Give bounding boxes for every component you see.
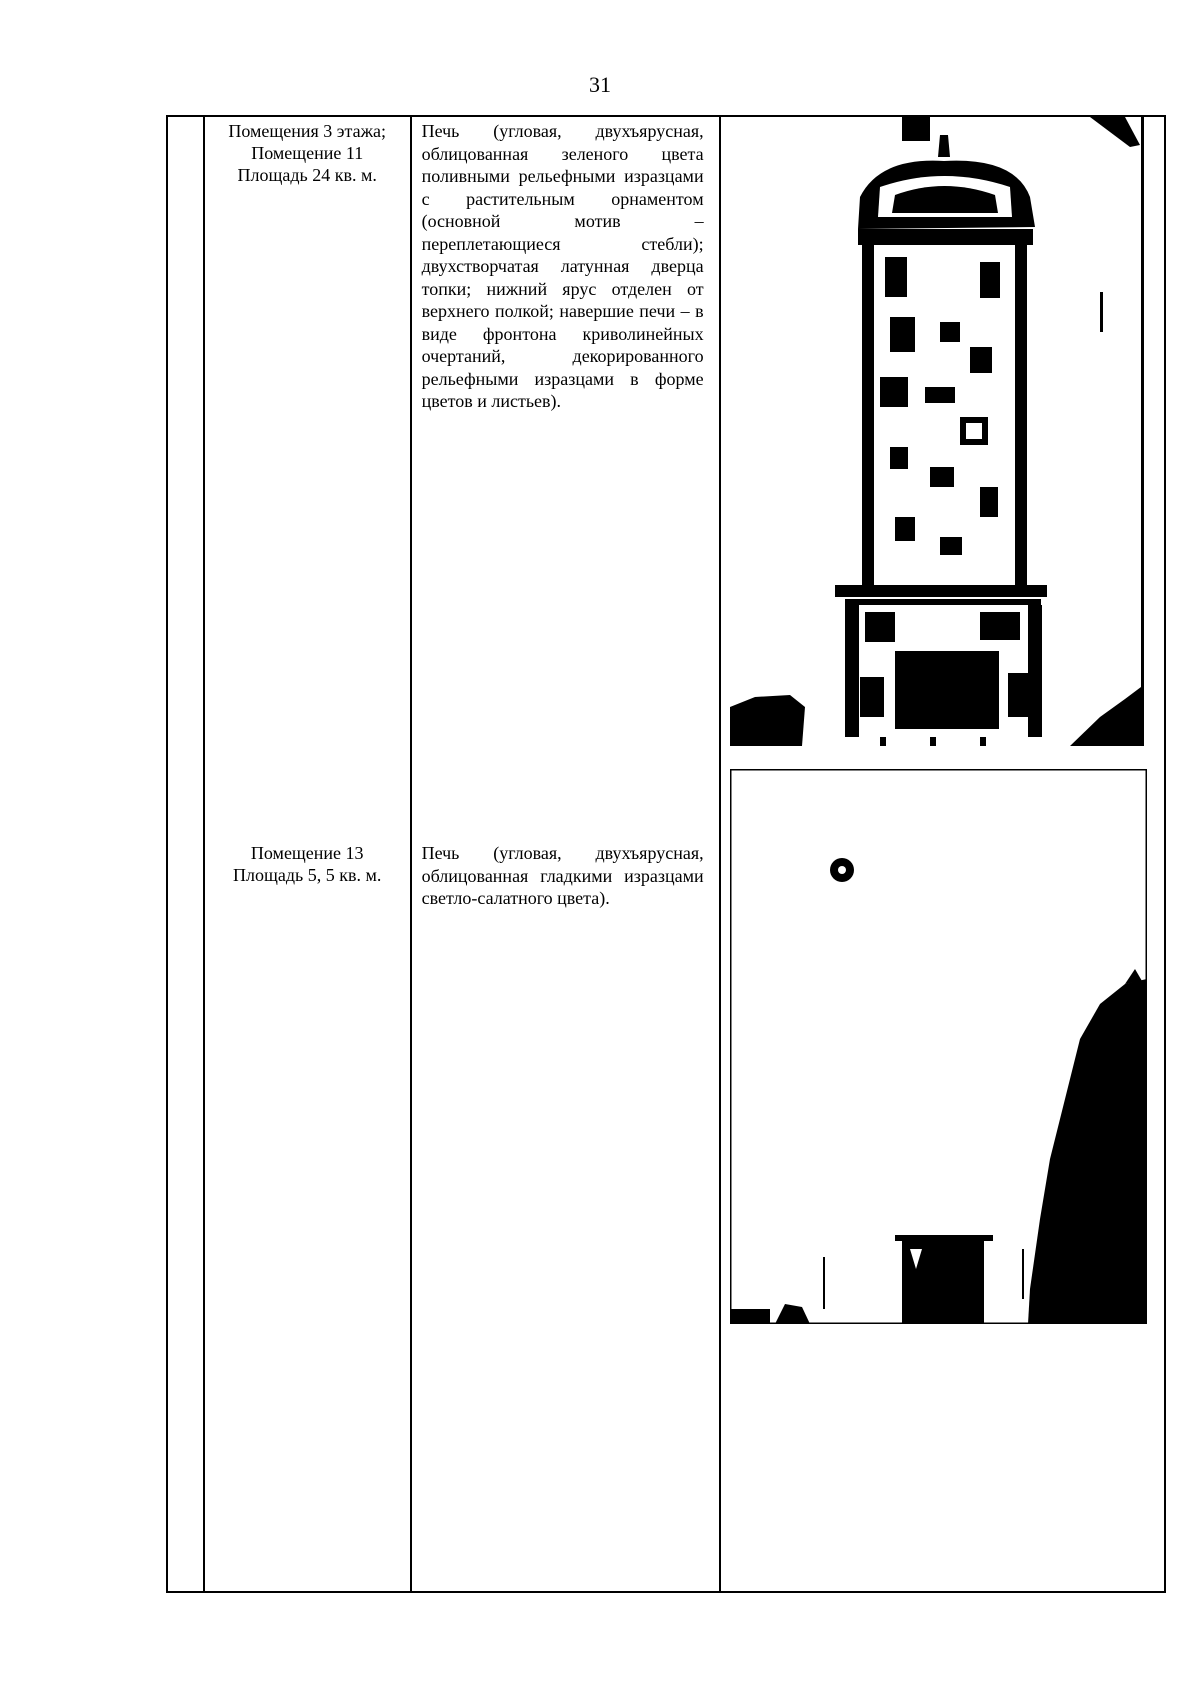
room-column xyxy=(204,116,411,1592)
room-label-2 xyxy=(205,842,410,886)
stove-description-1: Печь (угловая, двухъярусная, облицованная зеленого цвета поливными рельефными изразцами с растительным орнаментом (основной мотив – переплетающиеся стебли); двухстворчатая латунная дверца топки; нижний ярус отделен от верхнего полкой; навершие печи – в виде фронтона криволинейных очертаний, декорированного рельефными изразцами в форме цветов и листьев). xyxy=(421,121,704,411)
number-column xyxy=(167,116,204,1592)
room-line: Площадь 5, 5 кв. м. xyxy=(233,865,382,885)
stove-description-2: Печь (угловая, двухъярусная, облицованная гладкими изразцами светло-салатного цвета). xyxy=(421,843,704,908)
table-row xyxy=(167,116,1165,1592)
inventory-table xyxy=(166,115,1166,1593)
photo-column xyxy=(720,116,1165,1592)
stove-photo-1 xyxy=(730,117,1147,746)
room-line: Площадь 24 кв. м. xyxy=(237,165,377,185)
stove-photo-1-image xyxy=(730,117,1147,746)
page-number: 31 xyxy=(589,72,611,97)
room-line: Помещение 13 xyxy=(250,843,364,863)
stove-photo-2 xyxy=(730,769,1147,1324)
description-column xyxy=(411,116,720,1592)
room-line: Помещения 3 этажа; xyxy=(228,121,387,141)
room-line: Помещение 11 xyxy=(251,143,364,163)
room-label-1 xyxy=(205,120,410,186)
stove-photo-2-image xyxy=(730,769,1147,1324)
